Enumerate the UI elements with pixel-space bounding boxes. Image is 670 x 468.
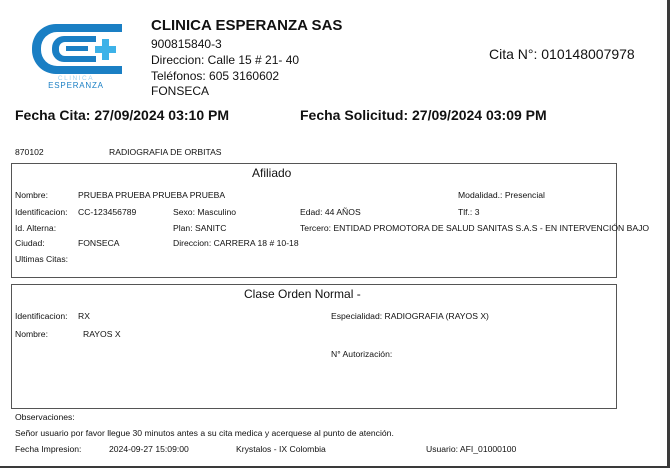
usuario: Usuario: AFI_01000100 [426,444,517,454]
observaciones-text: Señor usuario por favor llegue 30 minutos antes a su cita medica y acerquese al punto de atención. [15,428,394,438]
procedure-name: RADIOGRAFIA DE ORBITAS [109,147,222,157]
ultimas-citas-label: Ultimas Citas: [15,254,69,264]
ciudad-label: Ciudad: [15,238,45,248]
cita-number: Cita N°: 010148007978 [489,46,635,62]
clinic-city: FONSECA [151,84,210,98]
autorizacion: N° Autorización: [331,349,393,359]
plan: Plan: SANITC [173,223,227,233]
telefono: Tlf.: 3 [458,207,480,217]
ciudad-value: FONSECA [78,238,120,248]
software-name: Krystalos - IX Colombia [236,444,326,454]
especialidad: Especialidad: RADIOGRAFIA (RAYOS X) [331,311,489,321]
clinic-name: CLINICA ESPERANZA SAS [151,17,343,34]
fecha-solicitud: Fecha Solicitud: 27/09/2024 03:09 PM [300,107,547,123]
fecha-impresion-label: Fecha Impresion: [15,444,82,454]
clinic-address: Direccion: Calle 15 # 21- 40 [151,53,300,67]
orden-nombre-value: RAYOS X [83,329,121,339]
nombre-label: Nombre: [15,190,48,200]
procedure-code: 870102 [15,147,44,157]
afiliado-section [11,163,617,278]
direccion: Direccion: CARRERA 18 # 10-18 [173,238,299,248]
orden-identificacion-value: RX [78,311,90,321]
clinic-phones: Teléfonos: 605 3160602 [151,69,280,83]
sexo: Sexo: Masculino [173,207,237,217]
tercero: Tercero: ENTIDAD PROMOTORA DE SALUD SANITAS S.A.S - EN INTERVENCIÓN BAJO [300,223,650,233]
orden-section [11,284,617,409]
svg-text:ESPERANZA: ESPERANZA [48,81,104,90]
orden-title: Clase Orden Normal - [244,287,361,301]
svg-text:CLINICA: CLINICA [57,75,95,82]
id-alterna-label: Id. Alterna: [15,223,57,233]
orden-nombre-label: Nombre: [15,329,48,339]
fecha-cita: Fecha Cita: 27/09/2024 03:10 PM [15,107,230,123]
afiliado-title: Afiliado [252,166,292,180]
orden-identificacion-label: Identificacion: [15,311,68,321]
identificacion-value: CC-123456789 [78,207,137,217]
fecha-impresion-value: 2024-09-27 15:09:00 [109,444,189,454]
clinic-nit: 900815840-3 [151,37,222,51]
clinica-esperanza-logo-icon [26,16,126,90]
nombre-value: PRUEBA PRUEBA PRUEBA PRUEBA [78,190,226,200]
identificacion-label: Identificacion: [15,207,68,217]
edad: Edad: 44 AÑOS [300,207,361,217]
modalidad: Modalidad.: Presencial [458,190,545,200]
observaciones-label: Observaciones: [15,412,75,422]
